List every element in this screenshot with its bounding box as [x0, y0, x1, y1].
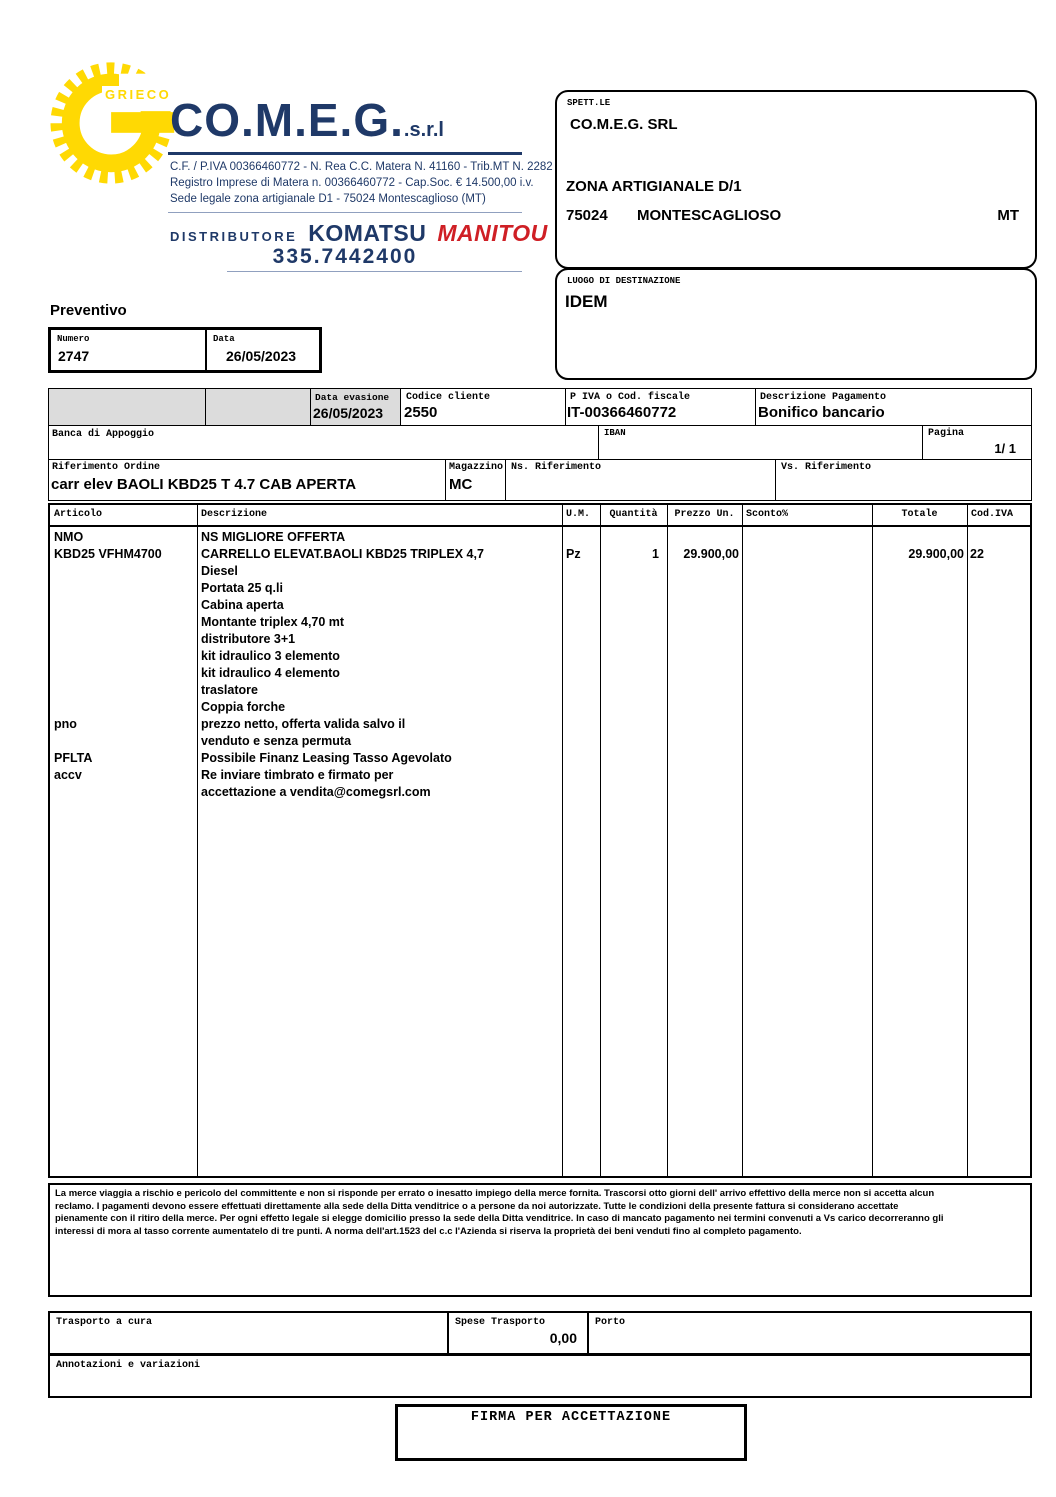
item-price-cell [667, 699, 742, 716]
item-um-cell [562, 580, 600, 597]
distributor-label: DISTRIBUTORE [170, 229, 298, 244]
destination-box [555, 268, 1037, 380]
item-qty-cell [600, 682, 667, 699]
item-sconto-cell [742, 665, 872, 682]
item-um-cell [562, 529, 600, 546]
item-total-cell [872, 665, 967, 682]
item-price-cell [667, 580, 742, 597]
item-qty-cell [600, 614, 667, 631]
item-qty-cell [600, 563, 667, 580]
magazzino-label: Magazzino [449, 462, 504, 473]
item-desc-cell: Cabina aperta [201, 598, 284, 612]
item-qty-cell [600, 716, 667, 733]
spese-trasporto-value: 0,00 [549, 1330, 577, 1346]
header-um: U.M. [566, 509, 591, 520]
item-um-cell [562, 631, 600, 648]
grid-line [205, 388, 206, 425]
item-sconto-cell [742, 699, 872, 716]
item-price-cell [667, 682, 742, 699]
item-iva-cell [967, 665, 1034, 682]
item-code-cell: KBD25 VFHM4700 [54, 547, 162, 561]
empty-gray-cell [205, 388, 310, 425]
logo-grieco-text: GRIECO [102, 86, 174, 103]
table-row [50, 767, 1030, 784]
pagamento-value: Bonifico bancario [758, 404, 885, 421]
grid-line [400, 388, 401, 425]
item-iva-cell: 22 [970, 547, 984, 561]
annotazioni-box [48, 1354, 1032, 1398]
item-desc-cell: Portata 25 q.li [201, 581, 283, 595]
recipient-name: CO.M.E.G. SRL [570, 116, 678, 133]
company-suffix: .s.r.l [403, 119, 444, 141]
item-total-cell [872, 699, 967, 716]
item-iva-cell [967, 597, 1034, 614]
item-iva-cell [967, 563, 1034, 580]
item-sconto-cell [742, 580, 872, 597]
item-sconto-cell [742, 682, 872, 699]
item-sconto-cell [742, 767, 872, 784]
registration-line: C.F. / P.IVA 00366460772 - N. Rea C.C. Matera N. 41160 - Trib.MT N. 2282 [170, 161, 553, 173]
table-row [50, 682, 1030, 699]
item-um-cell [562, 784, 600, 801]
item-sconto-cell [742, 733, 872, 750]
destination-label: LUOGO DI DESTINAZIONE [567, 276, 681, 286]
recipient-city: MONTESCAGLIOSO [637, 207, 782, 224]
rif-ordine-value: carr elev BAOLI KBD25 T 4.7 CAB APERTA [51, 476, 357, 493]
grid-line [48, 500, 1032, 501]
item-desc-cell: Possibile Finanz Leasing Tasso Agevolato [201, 751, 452, 765]
item-qty-cell [600, 733, 667, 750]
table-row [50, 580, 1030, 597]
company-name: CO.M.E.G. [170, 94, 404, 146]
item-sconto-cell [742, 546, 872, 563]
magazzino-value: MC [449, 476, 473, 493]
item-desc-cell: Diesel [201, 564, 238, 578]
grid-line [505, 459, 506, 500]
item-code-cell [50, 614, 197, 631]
company-logo-gear-icon [50, 50, 188, 192]
recipient-address: ZONA ARTIGIANALE D/1 [566, 178, 742, 195]
cell-divider [587, 1313, 589, 1353]
item-desc-cell: venduto e senza permuta [201, 734, 352, 748]
item-total-cell [872, 767, 967, 784]
pagina-value: 1/ 1 [994, 441, 1016, 456]
piva-label: P IVA o Cod. fiscale [570, 392, 691, 403]
item-um-cell [562, 767, 600, 784]
legal-text [55, 1188, 1025, 1238]
item-desc-cell: kit idraulico 3 elemento [201, 649, 340, 663]
table-row [50, 631, 1030, 648]
item-total-cell [872, 750, 967, 767]
grid-line [310, 388, 311, 425]
item-iva-cell [967, 614, 1034, 631]
grid-line [922, 425, 923, 459]
item-sconto-cell [742, 529, 872, 546]
item-qty-cell [600, 648, 667, 665]
item-code-cell [50, 682, 197, 699]
item-code-cell [50, 784, 197, 801]
legal-conditions-box [48, 1183, 1032, 1297]
recipient-cap: 75024 [566, 207, 608, 224]
item-qty-cell [600, 597, 667, 614]
numero-label: Numero [57, 334, 90, 344]
item-desc-cell: prezzo netto, offerta valida salvo il [201, 717, 406, 731]
item-um-cell [562, 733, 600, 750]
grid-line [775, 459, 776, 500]
item-code-cell: PFLTA [54, 751, 93, 765]
item-total-cell [872, 648, 967, 665]
item-iva-cell [967, 784, 1034, 801]
item-um-cell [562, 563, 600, 580]
grid-line [48, 425, 1032, 426]
item-price-cell [667, 631, 742, 648]
item-price-cell [667, 665, 742, 682]
item-total-cell [872, 631, 967, 648]
header-cod-iva: Cod.IVA [971, 509, 1014, 520]
item-qty-cell [600, 750, 667, 767]
spese-trasporto-label: Spese Trasporto [455, 1317, 546, 1328]
table-body [50, 529, 1030, 801]
item-um-cell [562, 665, 600, 682]
item-desc-cell: traslatore [201, 683, 258, 697]
item-code-cell [50, 648, 197, 665]
item-iva-cell [967, 699, 1034, 716]
grid-line [598, 425, 599, 459]
trasporto-box [48, 1311, 1032, 1355]
item-price-cell [667, 529, 742, 546]
item-iva-cell [967, 580, 1034, 597]
item-qty-cell [600, 631, 667, 648]
legal-text-line: La merce viaggia a rischio e pericolo del committente e non si risponde per errato o inesatto impiego della merce fornita. Trascorsi otto giorni dell' arrivo effettivo della merce non si accetta alcun [55, 1188, 935, 1199]
table-row [50, 733, 1030, 750]
item-price-cell [667, 563, 742, 580]
item-code-cell [50, 699, 197, 716]
item-qty-cell [600, 699, 667, 716]
grid-line [48, 388, 1032, 389]
grid-line [565, 388, 566, 425]
item-iva-cell [967, 767, 1034, 784]
table-row [50, 563, 1030, 580]
item-sconto-cell [742, 597, 872, 614]
item-iva-cell [967, 529, 1034, 546]
table-row [50, 546, 1030, 563]
item-code-cell [50, 597, 197, 614]
iban-label: IBAN [604, 428, 626, 438]
table-row [50, 614, 1030, 631]
trasporto-label: Trasporto a cura [56, 1317, 153, 1328]
legal-text-line: interessi di mora al tasso corrente aumentatelo di tre punti. A norma dell'art.1523 del c.c l'Azienda si riserva la proprietà dei beni venduti fino al completo pagamento. [55, 1225, 802, 1237]
item-total-cell [872, 580, 967, 597]
divider-line [168, 212, 522, 213]
pagina-label: Pagina [928, 428, 965, 439]
logo-underline [168, 152, 522, 155]
item-um-cell [562, 699, 600, 716]
grid-line [48, 459, 1032, 460]
rif-ordine-label: Riferimento Ordine [52, 462, 161, 473]
registration-line: Sede legale zona artigianale D1 - 75024 Montescaglioso (MT) [170, 193, 486, 205]
item-price-cell [667, 733, 742, 750]
item-price-cell [667, 614, 742, 631]
registration-line: Registro Imprese di Matera n. 00366460772 - Cap.Soc. € 14.500,00 i.v. [170, 177, 534, 189]
item-code-cell: accv [54, 768, 82, 782]
pagamento-label: Descrizione Pagamento [760, 392, 887, 403]
legal-text-line: reclamo. I pagamenti devono essere effettuati direttamente alla sede della Ditta venditrice o a persone da noi autorizzate. Tutte le condizioni della presente fattura si considerano accettate [55, 1200, 899, 1212]
legal-text-line: pienamente con il ritiro della merce. Per ogni effetto legale si elegge domicilio presso la sede della Ditta venditrice. In caso di mancato pagamento nei termini convenuti a Vs carico decorreranno gli [55, 1213, 944, 1224]
recipient-label: SPETT.LE [567, 98, 611, 108]
item-code-cell: pno [54, 717, 77, 731]
table-row [50, 597, 1030, 614]
vs-riferimento-label: Vs. Riferimento [781, 462, 872, 473]
item-price-cell: 29.900,00 [683, 547, 739, 561]
piva-value: IT-00366460772 [567, 404, 677, 421]
signature-box [395, 1404, 747, 1461]
item-sconto-cell [742, 750, 872, 767]
manitou-brand-text: MANITOU [437, 220, 548, 246]
grid-line [1031, 388, 1032, 500]
item-qty-cell [600, 784, 667, 801]
item-total-cell: 29.900,00 [908, 547, 964, 561]
destination-value: IDEM [565, 292, 608, 311]
table-row [50, 665, 1030, 682]
item-um-cell [562, 682, 600, 699]
item-desc-cell: Re inviare timbrato e firmato per [201, 768, 394, 782]
item-desc-cell: CARRELLO ELEVAT.BAOLI KBD25 TRIPLEX 4,7 [201, 547, 484, 561]
item-desc-cell: Montante triplex 4,70 mt [201, 615, 345, 629]
item-qty-cell [600, 529, 667, 546]
item-desc-cell: accettazione a vendita@comegsrl.com [201, 785, 431, 799]
header-quantita: Quantità [609, 509, 658, 520]
item-iva-cell [967, 716, 1034, 733]
item-total-cell [872, 733, 967, 750]
data-value: 26/05/2023 [226, 348, 297, 364]
item-price-cell [667, 767, 742, 784]
grid-line [445, 459, 446, 500]
header-underline [50, 525, 1030, 527]
item-total-cell [872, 529, 967, 546]
item-sconto-cell [742, 631, 872, 648]
item-price-cell [667, 648, 742, 665]
item-desc-cell: kit idraulico 4 elemento [201, 666, 340, 680]
item-price-cell [667, 784, 742, 801]
item-qty-cell [600, 665, 667, 682]
item-code-cell [50, 563, 197, 580]
table-row [50, 750, 1030, 767]
item-sconto-cell [742, 784, 872, 801]
porto-label: Porto [595, 1317, 626, 1328]
item-iva-cell [967, 631, 1034, 648]
table-row [50, 699, 1030, 716]
codice-cliente-value: 2550 [404, 404, 438, 421]
item-sconto-cell [742, 716, 872, 733]
item-sconto-cell [742, 648, 872, 665]
item-price-cell [667, 597, 742, 614]
header-descrizione: Descrizione [201, 509, 268, 520]
banca-label: Banca di Appoggio [52, 429, 155, 440]
item-code-cell [50, 665, 197, 682]
item-sconto-cell [742, 563, 872, 580]
table-row [50, 716, 1030, 733]
item-total-cell [872, 682, 967, 699]
data-evasione-value: 26/05/2023 [313, 405, 384, 421]
company-registration-lines [170, 159, 553, 207]
codice-cliente-label: Codice cliente [406, 392, 491, 403]
item-sconto-cell [742, 614, 872, 631]
item-um-cell [562, 597, 600, 614]
recipient-province: MT [997, 207, 1019, 224]
grid-line [48, 388, 49, 500]
data-evasione-label: Data evasione [315, 392, 390, 403]
items-table [48, 503, 1032, 1178]
item-price-cell [667, 750, 742, 767]
table-row [50, 648, 1030, 665]
numero-value: 2747 [58, 348, 90, 364]
numero-data-box [48, 327, 322, 373]
item-price-cell [667, 716, 742, 733]
item-code-cell: NMO [54, 530, 84, 544]
item-um-cell [562, 750, 600, 767]
data-label: Data [213, 334, 235, 344]
item-um-cell [562, 614, 600, 631]
item-total-cell [872, 716, 967, 733]
header-sconto: Sconto% [746, 509, 789, 520]
item-um-cell: Pz [566, 547, 581, 561]
item-qty-cell [600, 767, 667, 784]
table-row [50, 529, 1030, 546]
ns-riferimento-label: Ns. Riferimento [511, 462, 602, 473]
divider-line [227, 271, 522, 272]
header-prezzo: Prezzo Un. [674, 509, 735, 520]
recipient-box [555, 90, 1037, 269]
phone-number: 335.7442400 [272, 245, 418, 268]
item-um-cell [562, 648, 600, 665]
item-iva-cell [967, 750, 1034, 767]
item-qty-cell: 1 [652, 547, 659, 561]
header-articolo: Articolo [54, 509, 103, 520]
item-iva-cell [967, 682, 1034, 699]
empty-gray-cell [48, 388, 205, 425]
item-iva-cell [967, 733, 1034, 750]
item-um-cell [562, 716, 600, 733]
item-qty-cell [600, 580, 667, 597]
item-total-cell [872, 563, 967, 580]
grid-line [755, 388, 756, 425]
item-total-cell [872, 784, 967, 801]
item-total-cell [872, 597, 967, 614]
item-desc-cell: distributore 3+1 [201, 632, 296, 646]
item-code-cell [50, 631, 197, 648]
cell-divider [205, 330, 207, 370]
item-code-cell [50, 580, 197, 597]
item-desc-cell: Coppia forche [201, 700, 286, 714]
document-title: Preventivo [50, 302, 127, 319]
komatsu-brand-text: KOMATSU [308, 220, 427, 246]
header-totale: Totale [901, 509, 938, 520]
item-code-cell [50, 733, 197, 750]
item-total-cell [872, 614, 967, 631]
annotazioni-label: Annotazioni e variazioni [56, 1360, 201, 1371]
item-iva-cell [967, 648, 1034, 665]
table-row [50, 784, 1030, 801]
signature-label: FIRMA PER ACCETTAZIONE [470, 1410, 672, 1425]
item-desc-cell: NS MIGLIORE OFFERTA [201, 530, 346, 544]
